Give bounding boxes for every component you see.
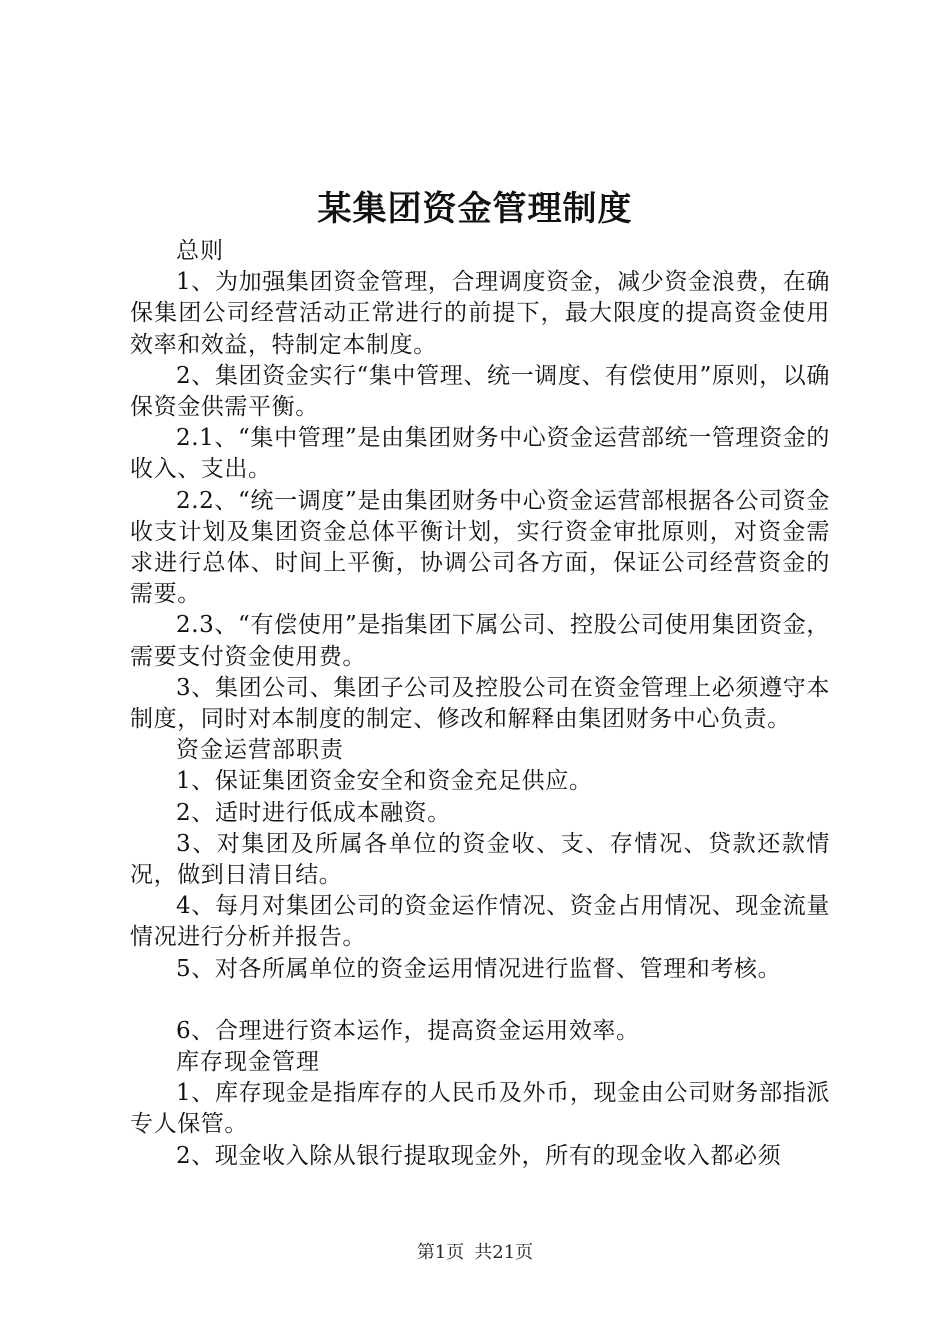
paragraph: 1、保证集团资金安全和资金充足供应。 [176, 768, 593, 795]
paragraph: 1、为加强集团资金管理，合理调度资金，减少资金浪费，在确保集团公司经营活动正常进行的前提下，最大限度的提高资金使用效率和效益，特制定本制度。 [130, 269, 830, 358]
page-total: 共21页 [474, 1242, 534, 1263]
section-heading-fund-ops: 资金运营部职责 [176, 737, 344, 764]
paragraph: 2、适时进行低成本融资。 [176, 799, 451, 826]
paragraph: 1、库存现金是指库存的人民币及外币，现金由公司财务部指派专人保管。 [130, 1080, 830, 1138]
section-heading-cash: 库存现金管理 [176, 1049, 320, 1076]
paragraph: 2.3、“有偿使用”是指集团下属公司、控股公司使用集团资金，需要支付资金使用费。 [130, 612, 830, 670]
document-body [130, 236, 830, 1172]
paragraph: 3、对集团及所属各单位的资金收、支、存情况、贷款还款情况，做到日清日结。 [130, 830, 830, 889]
paragraph: 4、每月对集团公司的资金运作情况、资金占用情况、现金流量情况进行分析并报告。 [130, 893, 830, 951]
document-title: 某集团资金管理制度 [317, 189, 633, 229]
paragraph: 2、集团资金实行“集中管理、统一调度、有偿使用”原则，以确保资金供需平衡。 [130, 362, 830, 421]
page-number: 第1页 [416, 1242, 465, 1263]
paragraph: 6、合理进行资本运作，提高资金运用效率。 [176, 1017, 640, 1044]
section-heading-general: 总则 [176, 238, 224, 264]
paragraph: 5、对各所属单位的资金运用情况进行监督、管理和考核。 [176, 955, 782, 982]
paragraph: 2.1、“集中管理”是由集团财务中心资金运营部统一管理资金的收入、支出。 [130, 425, 830, 483]
paragraph: 2、现金收入除从银行提取现金外，所有的现金收入都必须 [176, 1142, 782, 1169]
paragraph: 3、集团公司、集团子公司及控股公司在资金管理上必须遵守本制度，同时对本制度的制定、修改和解释由集团财务中心负责。 [130, 674, 830, 733]
page-footer [0, 1241, 950, 1265]
paragraph: 2.2、“统一调度”是由集团财务中心资金运营部根据各公司资金收支计划及集团资金总体平衡计划，实行资金审批原则，对资金需求进行总体、时间上平衡，协调公司各方面，保证公司经营资金的需要。 [130, 487, 830, 608]
